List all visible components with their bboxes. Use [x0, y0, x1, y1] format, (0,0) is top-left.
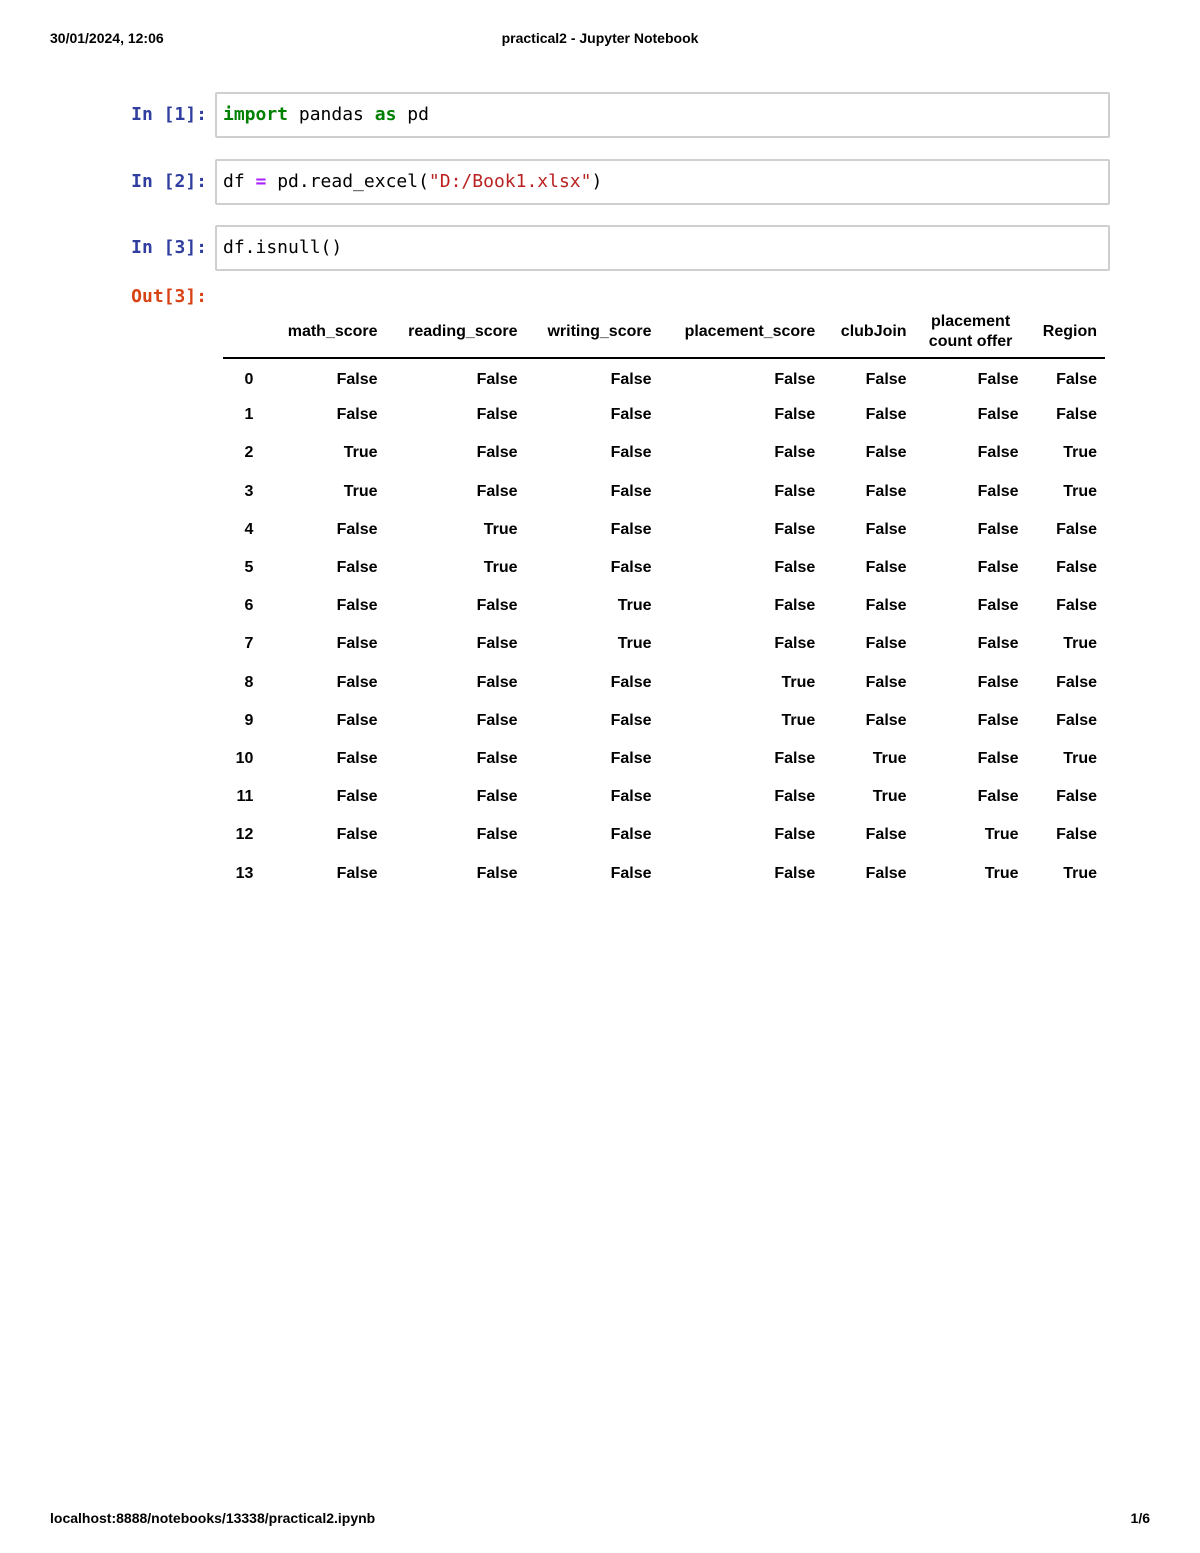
- table-header-row: [223, 306, 1105, 358]
- table-cell: False: [476, 444, 518, 462]
- table-cell: True: [343, 444, 378, 462]
- column-header: reading_score: [408, 322, 518, 340]
- table-row: [223, 587, 1105, 625]
- table-cell: False: [774, 370, 816, 388]
- table-cell: False: [336, 597, 378, 615]
- table-cell: False: [865, 370, 907, 388]
- column-header: placement_score: [684, 322, 816, 340]
- table-cell: False: [774, 826, 816, 844]
- table-cell: False: [865, 597, 907, 615]
- table-cell: False: [610, 520, 652, 538]
- table-cell: False: [865, 520, 907, 538]
- table-cell: False: [1056, 597, 1097, 615]
- table-cell: False: [610, 406, 652, 424]
- column-header: placement count offer: [928, 312, 1013, 350]
- table-cell: False: [476, 673, 518, 691]
- keyword: as: [374, 104, 397, 125]
- code-token: df.isnull(): [223, 237, 343, 258]
- table-cell: False: [1056, 406, 1097, 424]
- table-cell: False: [774, 749, 816, 767]
- row-index: 4: [244, 520, 254, 538]
- page-url: localhost:8888/notebooks/13338/practical2.ipynb: [50, 1510, 376, 1526]
- table-cell: False: [610, 559, 652, 577]
- table-cell: False: [336, 711, 378, 729]
- table-cell: False: [336, 788, 378, 806]
- code-text: [223, 104, 429, 125]
- table-row: [223, 778, 1105, 816]
- table-cell: False: [774, 788, 816, 806]
- table-row: [223, 396, 1105, 434]
- column-header: math_score: [287, 322, 378, 340]
- code-token: pd: [396, 104, 429, 125]
- table-cell: False: [336, 520, 378, 538]
- string-literal: "D:/Book1.xlsx": [428, 171, 592, 192]
- table-cell: False: [1056, 559, 1097, 577]
- code-editor[interactable]: [215, 159, 1110, 205]
- table-cell: False: [336, 749, 378, 767]
- code-text: [223, 237, 342, 258]
- table-cell: False: [610, 711, 652, 729]
- table-cell: True: [781, 711, 816, 729]
- index-header: [223, 306, 267, 358]
- code-token: pd.read_excel(: [266, 171, 429, 192]
- table-cell: False: [977, 635, 1019, 653]
- table-cell: False: [476, 711, 518, 729]
- dataframe-output: [223, 306, 1105, 893]
- code-text: [223, 171, 602, 192]
- table-cell: False: [1056, 788, 1097, 806]
- table-row: [223, 625, 1105, 663]
- table-cell: False: [865, 559, 907, 577]
- table-cell: False: [977, 711, 1019, 729]
- column-header: writing_score: [547, 322, 652, 340]
- table-cell: False: [610, 749, 652, 767]
- input-prompt: In [1]:: [131, 104, 207, 125]
- code-token: df: [223, 171, 256, 192]
- row-index: 8: [244, 673, 254, 691]
- table-cell: False: [476, 482, 518, 500]
- input-prompt: In [3]:: [131, 237, 207, 258]
- table-cell: False: [774, 597, 816, 615]
- column-header: clubJoin: [840, 322, 907, 340]
- row-index: 12: [235, 826, 254, 844]
- row-index: 6: [244, 597, 254, 615]
- table-row: [223, 358, 1105, 396]
- table-cell: False: [774, 520, 816, 538]
- row-index: 11: [236, 788, 254, 806]
- table-cell: False: [336, 826, 378, 844]
- table-cell: False: [476, 370, 518, 388]
- table-cell: False: [865, 635, 907, 653]
- output-prompt: Out[3]:: [131, 286, 207, 307]
- table-cell: False: [1056, 370, 1097, 388]
- table-cell: False: [476, 635, 518, 653]
- table-cell: False: [476, 597, 518, 615]
- table-cell: False: [610, 370, 652, 388]
- table-cell: False: [476, 788, 518, 806]
- table-cell: False: [1056, 520, 1097, 538]
- table-cell: False: [336, 635, 378, 653]
- table-row: [223, 740, 1105, 778]
- table-cell: False: [865, 673, 907, 691]
- table-cell: False: [865, 406, 907, 424]
- table-cell: False: [336, 673, 378, 691]
- table-cell: True: [872, 749, 907, 767]
- table-cell: True: [1063, 864, 1097, 882]
- keyword: import: [223, 104, 289, 125]
- table-row: [223, 854, 1105, 892]
- table-row: [223, 511, 1105, 549]
- table-cell: False: [774, 635, 816, 653]
- table-cell: True: [617, 597, 652, 615]
- row-index: 10: [235, 749, 254, 767]
- row-index: 9: [244, 711, 254, 729]
- row-index: 3: [244, 482, 254, 500]
- code-token: ): [591, 171, 603, 192]
- table-cell: False: [865, 864, 907, 882]
- table-cell: False: [977, 370, 1019, 388]
- table-cell: True: [872, 788, 907, 806]
- table-cell: False: [610, 482, 652, 500]
- table-cell: False: [610, 673, 652, 691]
- code-editor[interactable]: [215, 225, 1110, 271]
- table-cell: True: [617, 635, 652, 653]
- row-index: 13: [235, 864, 254, 882]
- table-cell: False: [774, 482, 816, 500]
- table-row: [223, 702, 1105, 740]
- table-cell: True: [1063, 749, 1097, 767]
- table-cell: False: [977, 673, 1019, 691]
- table-cell: False: [865, 482, 907, 500]
- print-header: [50, 30, 1150, 50]
- table-row: [223, 664, 1105, 702]
- notebook-title: practical2 - Jupyter Notebook: [501, 30, 699, 46]
- table-cell: False: [1056, 673, 1097, 691]
- table-cell: True: [1063, 635, 1097, 653]
- table-cell: False: [774, 864, 816, 882]
- table-row: [223, 473, 1105, 511]
- table-cell: False: [977, 597, 1019, 615]
- table-cell: False: [1056, 826, 1097, 844]
- table-cell: False: [336, 370, 378, 388]
- table-cell: False: [774, 559, 816, 577]
- page-number: 1/6: [1130, 1510, 1150, 1526]
- table-cell: True: [343, 482, 378, 500]
- table-cell: False: [610, 864, 652, 882]
- table-cell: False: [865, 711, 907, 729]
- code-editor[interactable]: [215, 92, 1110, 138]
- table-row: [223, 434, 1105, 472]
- table-cell: False: [977, 749, 1019, 767]
- table-cell: True: [1063, 482, 1097, 500]
- table-cell: False: [476, 864, 518, 882]
- print-footer: [50, 1510, 1150, 1530]
- table-cell: False: [336, 864, 378, 882]
- column-header: Region: [1042, 322, 1097, 340]
- input-prompt: In [2]:: [131, 171, 207, 192]
- row-index: 0: [244, 370, 254, 388]
- table-cell: False: [865, 826, 907, 844]
- row-index: 7: [244, 635, 254, 653]
- table-cell: False: [774, 406, 816, 424]
- table-cell: False: [977, 406, 1019, 424]
- table-row: [223, 816, 1105, 854]
- table-cell: False: [610, 826, 652, 844]
- table-cell: False: [865, 444, 907, 462]
- table-cell: True: [984, 864, 1019, 882]
- table-cell: False: [977, 482, 1019, 500]
- table-cell: False: [977, 788, 1019, 806]
- table-cell: False: [476, 826, 518, 844]
- print-date: 30/01/2024, 12:06: [50, 30, 164, 46]
- table-cell: False: [977, 559, 1019, 577]
- table-cell: True: [984, 826, 1019, 844]
- table-cell: False: [336, 406, 378, 424]
- table-cell: False: [476, 749, 518, 767]
- table-cell: False: [977, 520, 1019, 538]
- row-index: 2: [244, 444, 254, 462]
- row-index: 1: [244, 406, 254, 424]
- table-cell: True: [1063, 444, 1097, 462]
- table-cell: False: [774, 444, 816, 462]
- table-cell: True: [483, 559, 518, 577]
- table-cell: False: [336, 559, 378, 577]
- table-cell: False: [476, 406, 518, 424]
- row-index: 5: [244, 559, 254, 577]
- table-cell: False: [1056, 711, 1097, 729]
- table-cell: False: [610, 444, 652, 462]
- operator: =: [255, 171, 267, 192]
- code-token: pandas: [288, 104, 375, 125]
- table-cell: True: [483, 520, 518, 538]
- table-row: [223, 549, 1105, 587]
- table-cell: False: [977, 444, 1019, 462]
- table-cell: True: [781, 673, 816, 691]
- table-cell: False: [610, 788, 652, 806]
